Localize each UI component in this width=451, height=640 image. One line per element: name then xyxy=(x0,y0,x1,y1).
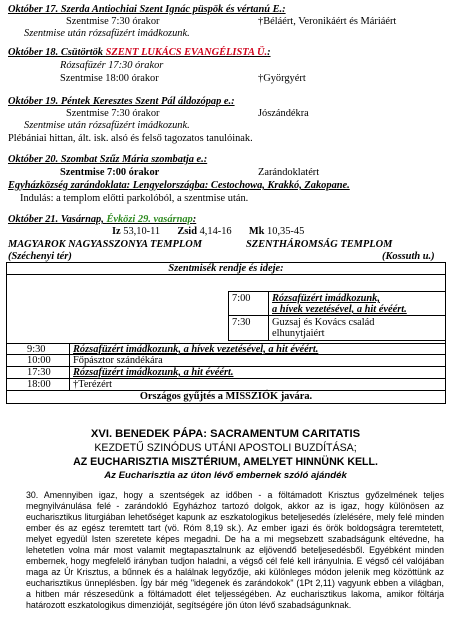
oct19-after: Szentmise után rózsafüzért imádkozunk. xyxy=(24,120,190,131)
reading2: 4,14-16 xyxy=(199,226,232,237)
collection-note: Országos gyűjtés a MISSZIÓK javára. xyxy=(139,391,313,402)
right-row-time: 7:00 xyxy=(229,292,269,315)
right-row-line1: Rózsafüzért imádkozunk, xyxy=(272,293,380,304)
left-row-text: †Terézért xyxy=(73,379,113,390)
reading1-ref: Iz xyxy=(112,226,121,237)
oct19-catechesis: Plébániai hittan, ált. isk. alsó és felső tagozatos tanulóinak. xyxy=(8,133,253,144)
oct19-mass: Szentmise 7:30 órakor xyxy=(66,108,160,119)
left-row-text: Rózsafüzért imádkozunk, a hit évéért. xyxy=(73,367,234,378)
article-heading-4: Az Eucharisztia az úton lévő embernek szóló ajándék xyxy=(104,470,347,481)
oct20-intention: Zarándoklatért xyxy=(258,167,320,178)
right-row-time: 7:30 xyxy=(229,316,269,340)
reading1: 53,10-11 xyxy=(123,226,161,237)
oct21-readings xyxy=(112,226,304,238)
oct20-mass: Szentmise 7:00 órakor xyxy=(60,167,160,178)
collection-row xyxy=(6,391,446,404)
oct21-title xyxy=(8,214,196,226)
schedule-frame xyxy=(6,289,446,343)
left-row-text: Rózsafüzért imádkozunk, a hívek vezetésével, a hit évéért. xyxy=(73,344,319,355)
schedule-header-box xyxy=(6,262,446,275)
right-row-line2: elhunytjaiért xyxy=(272,328,325,339)
left-row-time: 10:00 xyxy=(27,355,51,366)
oct18-mass: Szentmise 18:00 órakor xyxy=(60,73,159,84)
oct20-title: Október 20. Szombat Szűz Mária szombatja e.: xyxy=(8,154,208,165)
oct17-intention: †Béláért, Veronikáért és Máriáért xyxy=(258,16,397,27)
article-heading-1: XVI. BENEDEK PÁPA: SACRAMENTUM CARITATIS xyxy=(90,428,361,440)
left-row-time: 9:30 xyxy=(27,344,46,355)
oct21-title-suffix: : xyxy=(192,214,197,225)
right-row-line1: Guzsaj és Kovács család xyxy=(272,317,375,328)
left-rows xyxy=(6,343,446,404)
left-row-time: 18:00 xyxy=(27,379,51,390)
article-body: 30. Amennyiben igaz, hogy a szentségek az időben - a föltámadott Krisztus győzelmének teljes megnyilvánulása felé - zarándokló Egyházhoz tartozó dolgok, akkor az is igaz, hogy különösen az eucharisztikus liturgiában lehetőséget kapunk az eszkatologikus beteljesedés ízlelésére, mely felé minden ember és az egész teremtett tart (vö. Róm 8,19 sk.). Az ember igazi és örök boldogságra teremtetett, melyet egyedül Isten szeretete képes megadni. De ha a mi megsebzett szabadságunk eltévedne, ha lehetetlen volna már most valamit megtapasztalnunk az eljövendő beteljesedésből. Egyébként minden embernek, hogy megfelelő irányban tudjon haladni, a végső cél felé kell irányulnia. E végső cél valójában maga az Úr Krisztus, a bűnnek és a halálnak legyőzője, aki különleges módon jelenik meg közöttünk az eucharisztikus ünneplésben. Így bár még "idegenek és zarándokok" (1Pt 2,11) vagyunk ebben a világban, a hitben már részesedünk a föltámadott élet teljességében. Az eucharisztikus lakoma, amikor föltárja határozott eszkatologikus dimenzióját, segítségére jön úton lévő szabadságunknak. xyxy=(26,490,444,610)
oct17-mass: Szentmise 7:30 órakor xyxy=(66,16,160,27)
schedule-spacer xyxy=(6,275,446,289)
oct18-title-prefix: Október 18. Csütörtök xyxy=(8,47,106,58)
oct18-rosary: Rózsafüzér 17:30 órakor xyxy=(60,60,164,71)
oct18-feast: SZENT LUKÁCS EVANGÉLISTA Ü. xyxy=(105,47,268,58)
oct17-after: Szentmise után rózsafüzért imádkozunk. xyxy=(24,28,190,39)
oct20-departure: Indulás: a templom előtti parkolóból, a szentmise után. xyxy=(20,193,249,204)
article-heading-3: AZ EUCHARISZTIA MISZTÉRIUM, AMELYET HINNÜNK KELL. xyxy=(73,456,378,468)
gospel: 10,35-45 xyxy=(267,226,305,237)
left-row xyxy=(6,367,446,379)
oct18-title xyxy=(8,47,271,59)
left-row xyxy=(6,343,446,355)
schedule-header: Szentmisék rendje és ideje: xyxy=(168,263,284,274)
oct21-sunday: Évközi 29. vasárnap xyxy=(106,214,193,225)
left-row-time: 17:30 xyxy=(27,367,51,378)
church-right-place: (Kossuth u.) xyxy=(382,251,435,262)
right-row-line2: a hívek vezetésével, a hit évéért. xyxy=(272,304,407,315)
gospel-ref: Mk xyxy=(248,226,265,237)
oct19-intention: Jószándékra xyxy=(258,108,309,119)
church-left-name: MAGYAROK NAGYASSZONYA TEMPLOM xyxy=(8,239,202,250)
church-right-name: SZENTHÁROMSÁG TEMPLOM xyxy=(246,239,393,250)
left-row xyxy=(6,379,446,391)
left-row xyxy=(6,355,446,367)
article-heading-2: KEZDETŰ SZINÓDUS UTÁNI APOSTOLI BUZDÍTÁSA; xyxy=(94,442,357,454)
left-row-text: Főpásztor szándékára xyxy=(73,355,163,366)
oct20-pilgrimage: Egyházközség zarándoklata: Lengyelországba: Cestochowa, Krakkó, Zakopane. xyxy=(8,180,350,191)
oct21-title-prefix: Október 21. Vasárnap, xyxy=(8,214,107,225)
reading2-ref: Zsid xyxy=(177,226,197,237)
oct17-title: Október 17. Szerda Antiochiai Szent Ignác püspök és vértanú E.: xyxy=(8,4,286,15)
oct18-title-suffix: : xyxy=(267,47,271,58)
oct18-intention: †Györgyért xyxy=(258,73,306,84)
oct19-title: Október 19. Péntek Keresztes Szent Pál áldozópap e.: xyxy=(8,96,235,107)
church-left-place: (Széchenyi tér) xyxy=(8,251,72,262)
